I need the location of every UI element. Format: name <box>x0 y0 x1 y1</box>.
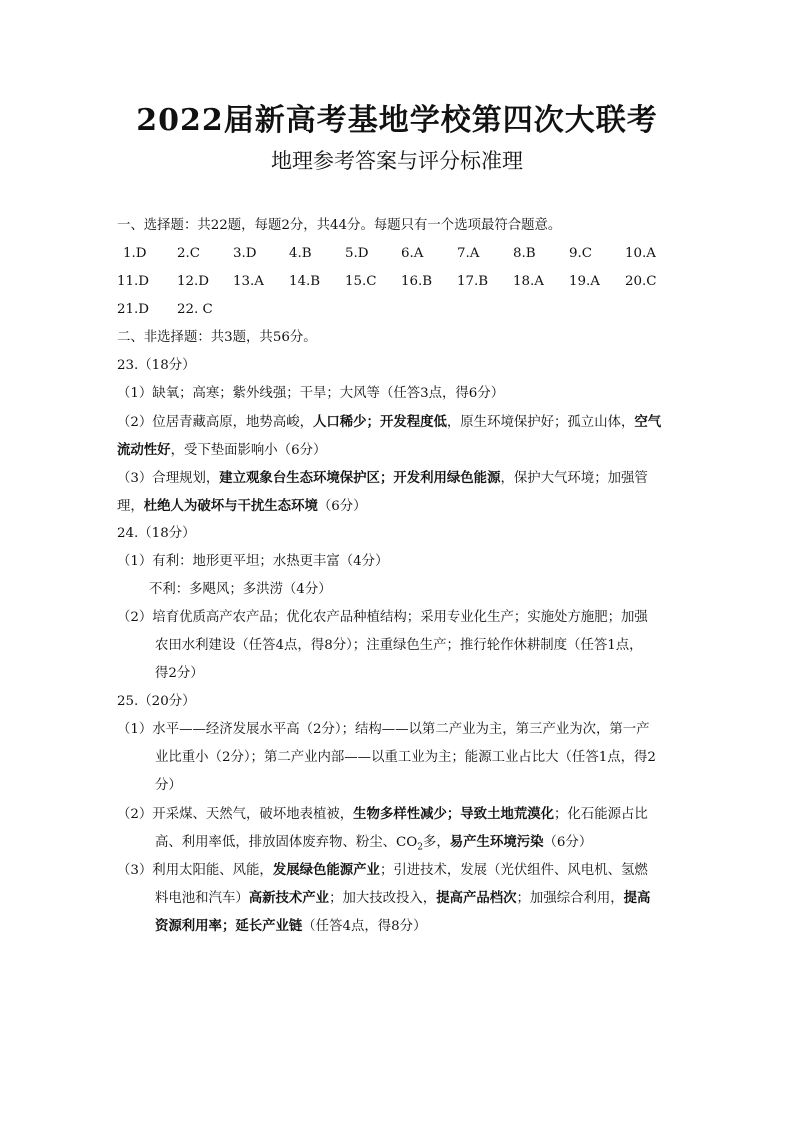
answer-item: 16.B <box>401 274 433 289</box>
q25-answer-2: （2）开采煤、天然气，破坏地表植被，生物多样性减少；导致土地荒漠化；化石能源占比 <box>117 806 648 822</box>
answer-item: 13.A <box>233 274 264 289</box>
answer-row-2 <box>117 268 687 296</box>
answer-item: 15.C <box>345 274 377 289</box>
answer-item: 1.D <box>123 246 147 261</box>
q25-answer-3-cont2: 资源利用率；延长产业链（任答4点，得8分） <box>155 918 427 934</box>
q24-answer-1: （1）有利：地形更平坦；水热更丰富（4分） <box>117 554 389 569</box>
section2-heading: 二、非选择题：共3题，共56分。 <box>117 330 317 345</box>
answer-item: 8.B <box>513 246 536 261</box>
q25-title: 25.（20分） <box>117 694 196 709</box>
answer-item: 11.D <box>117 274 150 289</box>
answer-item: 6.A <box>401 246 424 261</box>
answer-item: 3.D <box>233 246 257 261</box>
answer-item: 17.B <box>457 274 489 289</box>
answer-item: 12.D <box>177 274 210 289</box>
answer-item: 14.B <box>289 274 321 289</box>
document-title: 2022届新高考基地学校第四次大联考 <box>136 103 658 138</box>
q23-title: 23.（18分） <box>117 358 196 373</box>
q24-answer-2: （2）培育优质高产农产品；优化农产品种植结构；采用专业化生产；实施处方施肥；加强 <box>117 610 648 625</box>
q23-answer-3-cont: 理，杜绝人为破坏与干扰生态环境（6分） <box>117 498 367 514</box>
answer-row-3 <box>117 296 687 324</box>
q25-answer-3: （3）利用太阳能、风能，发展绿色能源产业；引进技术，发展（光伏组件、风电机、氢燃 <box>117 862 648 878</box>
answer-item: 19.A <box>569 274 600 289</box>
q25-answer-1: （1）水平——经济发展水平高（2分）；结构——以第二产业为主，第三产业为次，第一产 <box>117 722 650 737</box>
q25-answer-2-cont: 高、利用率低，排放固体废弃物、粉尘、$CO_2$多，易产生环境污染（6分） <box>155 834 593 853</box>
answer-item: 5.D <box>345 246 369 261</box>
answer-item: 18.A <box>513 274 544 289</box>
q25-answer-1-cont2: 分） <box>155 778 182 793</box>
answer-item: 22. C <box>177 302 213 317</box>
answer-item: 7.A <box>457 246 480 261</box>
q23-answer-2-cont: 流动性好，受下垫面影响小（6分） <box>117 442 327 458</box>
answer-item: 9.C <box>569 246 593 261</box>
q24-answer-1b: 不利：多飓风；多洪涝（4分） <box>149 582 332 597</box>
document-subtitle: 地理参考答案与评分标准理 <box>271 149 523 173</box>
q25-answer-1-cont: 业比重小（2分）；第二产业内部——以重工业为主；能源工业占比大（任答1点，得2 <box>155 750 656 765</box>
q23-answer-3: （3）合理规划，建立观象台生态环境保护区；开发利用绿色能源，保护大气环境；加强管 <box>117 470 648 486</box>
answer-item: 20.C <box>625 274 657 289</box>
answer-item: 10.A <box>625 246 656 261</box>
q24-title: 24.（18分） <box>117 526 196 541</box>
section1-heading: 一、选择题：共22题，每题2分，共44分。每题只有一个选项最符合题意。 <box>117 218 562 233</box>
q23-answer-1: （1）缺氧；高寒；紫外线强；干旱；大风等（任答3点，得6分） <box>117 386 505 401</box>
answer-item: 21.D <box>117 302 150 317</box>
q23-answer-2: （2）位居青藏高原，地势高峻，人口稀少；开发程度低，原生环境保护好；孤立山体，空气 <box>117 414 662 430</box>
answer-item: 4.B <box>289 246 312 261</box>
q24-answer-2-cont: 农田水利建设（任答4点，得8分）；注重绿色生产；推行轮作休耕制度（任答1点， <box>155 638 643 653</box>
answer-content <box>117 212 687 940</box>
answer-item: 2.C <box>177 246 201 261</box>
answer-row-1 <box>117 240 687 268</box>
q24-answer-2-cont2: 得2分） <box>155 666 204 681</box>
q25-answer-3-cont: 料电池和汽车）高新技术产业；加大技改投入，提高产品档次；加强综合利用，提高 <box>155 890 651 906</box>
